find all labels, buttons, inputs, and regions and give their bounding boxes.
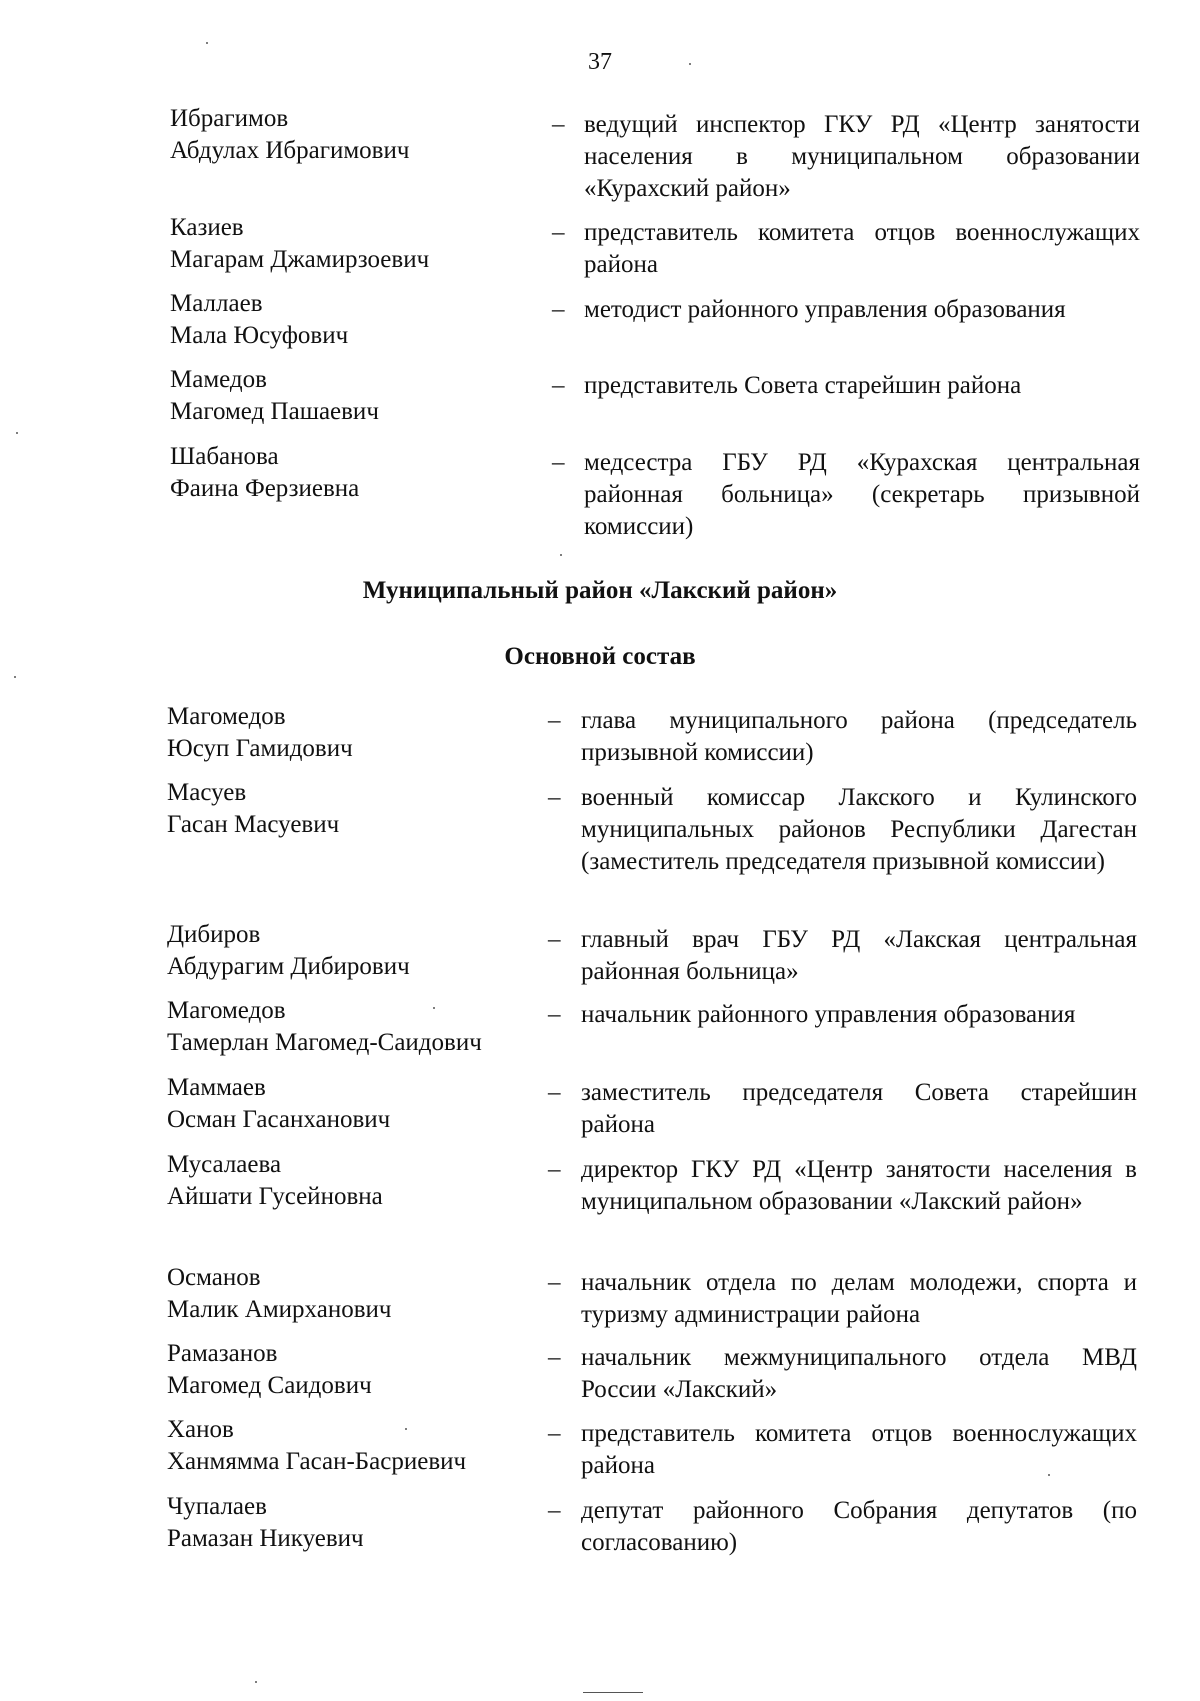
member-surname: Ханов — [167, 1416, 234, 1443]
member-name — [167, 1491, 364, 1555]
dash-separator: – — [548, 1420, 561, 1447]
dash-separator: – — [548, 926, 561, 953]
member-surname: Мусалаева — [167, 1151, 282, 1178]
member-name — [167, 777, 339, 841]
member-given-name: Абдулах Ибрагимович — [170, 137, 410, 164]
member-given-name: Магарам Джамирзоевич — [170, 246, 430, 273]
member-surname: Рамазанов — [167, 1340, 278, 1367]
member-surname: Мамедов — [170, 366, 267, 393]
member-given-name: Айшати Гусейновна — [167, 1183, 383, 1210]
member-role: представитель комитета отцов военнослужащих района — [584, 219, 1140, 278]
member-name — [167, 1414, 466, 1478]
member-role: начальник районного управления образования — [581, 1001, 1076, 1028]
member-given-name: Юсуп Гамидович — [167, 735, 353, 762]
member-role: медсестра ГБУ РД «Курахская центральная районная больница» (секретарь призывной комиссии) — [584, 449, 1140, 540]
dash-separator: – — [552, 449, 565, 476]
scan-speck — [433, 1007, 435, 1009]
member-role: методист районного управления образования — [584, 296, 1066, 323]
member-name — [170, 364, 379, 428]
member-role: директор ГКУ РД «Центр занятости населения в муниципальном образовании «Лакский район» — [581, 1156, 1137, 1215]
member-role: депутат районного Собрания депутатов (по согласованию) — [581, 1497, 1137, 1556]
member-given-name: Малик Амирханович — [167, 1296, 392, 1323]
member-surname: Шабанова — [170, 443, 279, 470]
dash-separator: – — [548, 1079, 561, 1106]
page-number: 37 — [588, 49, 612, 75]
dash-separator: – — [548, 1001, 561, 1028]
member-name — [170, 288, 348, 352]
member-role: начальник отдела по делам молодежи, спорта и туризму администрации района — [581, 1269, 1137, 1328]
member-role: ведущий инспектор ГКУ РД «Центр занятости населения в муниципальном образовании «Курахский район» — [584, 111, 1140, 202]
member-surname: Масуев — [167, 779, 247, 806]
member-surname: Магомедов — [167, 997, 286, 1024]
dash-separator: – — [552, 296, 565, 323]
member-given-name: Абдурагим Дибирович — [167, 953, 410, 980]
scan-speck — [1048, 1474, 1050, 1476]
member-surname: Казиев — [170, 214, 244, 241]
dash-separator: – — [548, 1269, 561, 1296]
member-given-name: Тамерлан Магомед-Саидович — [167, 1029, 482, 1056]
member-name — [167, 1072, 390, 1136]
member-name — [170, 103, 409, 167]
member-surname: Дибиров — [167, 921, 261, 948]
dash-separator: – — [548, 1344, 561, 1371]
member-given-name: Гасан Масуевич — [167, 811, 340, 838]
member-surname: Маллаев — [170, 290, 263, 317]
dash-separator: – — [548, 1156, 561, 1183]
member-role: представитель Совета старейшин района — [584, 372, 1022, 399]
section-title: Муниципальный район «Лакский район» — [362, 577, 838, 604]
member-role: начальник межмуниципального отдела МВД России «Лакский» — [581, 1344, 1137, 1403]
member-given-name: Ханмямма Гасан-Басриевич — [167, 1448, 467, 1475]
scan-speck — [255, 1681, 257, 1683]
scan-speck — [583, 1692, 643, 1693]
member-name — [170, 212, 429, 276]
member-surname: Магомедов — [167, 703, 286, 730]
scan-speck — [689, 63, 691, 65]
member-surname: Османов — [167, 1264, 261, 1291]
scan-speck — [206, 42, 208, 44]
member-role: представитель комитета отцов военнослужащих района — [581, 1420, 1137, 1479]
scan-speck — [16, 432, 18, 434]
member-given-name: Рамазан Никуевич — [167, 1525, 364, 1552]
dash-separator: – — [552, 111, 565, 138]
member-name — [167, 1149, 383, 1213]
member-given-name: Магомед Саидович — [167, 1372, 372, 1399]
member-surname: Маммаев — [167, 1074, 266, 1101]
member-surname: Чупалаев — [167, 1493, 267, 1520]
member-name — [167, 701, 353, 765]
member-role: заместитель председателя Совета старейшин района — [581, 1079, 1137, 1138]
member-name — [167, 919, 410, 983]
member-name — [167, 1262, 391, 1326]
member-name — [170, 441, 359, 505]
member-role: глава муниципального района (председатель призывной комиссии) — [581, 707, 1137, 766]
member-role: военный комиссар Лакского и Кулинского муниципальных районов Республики Дагестан (заместитель председателя призывной комиссии) — [581, 784, 1137, 875]
scan-speck — [14, 676, 16, 678]
dash-separator: – — [552, 372, 565, 399]
dash-separator: – — [548, 707, 561, 734]
member-surname: Ибрагимов — [170, 105, 289, 132]
dash-separator: – — [552, 219, 565, 246]
member-given-name: Мала Юсуфович — [170, 322, 349, 349]
member-given-name: Фаина Ферзиевна — [170, 475, 360, 502]
dash-separator: – — [548, 784, 561, 811]
member-name — [167, 995, 482, 1059]
scan-speck — [405, 1428, 407, 1430]
member-name — [167, 1338, 372, 1402]
scan-speck — [560, 554, 562, 556]
member-role: главный врач ГБУ РД «Лакская центральная районная больница» — [581, 926, 1137, 985]
dash-separator: – — [548, 1497, 561, 1524]
subsection-title: Основной состав — [504, 643, 696, 670]
member-given-name: Осман Гасанханович — [167, 1106, 391, 1133]
member-given-name: Магомед Пашаевич — [170, 398, 379, 425]
